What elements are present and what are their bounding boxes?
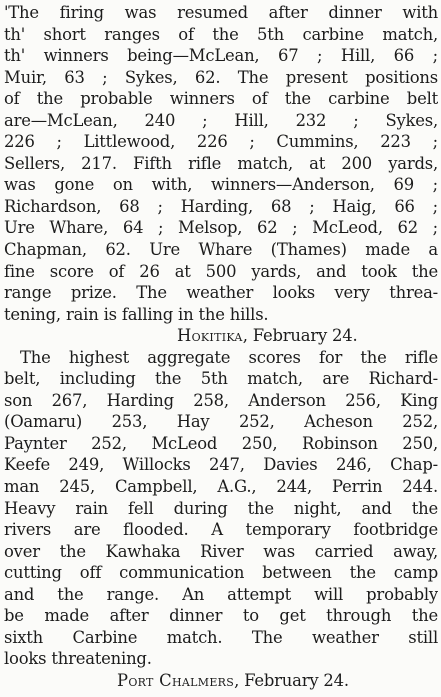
text-line: range prize. The weather looks very threa-	[4, 283, 438, 303]
text-line: Chapman, 62. Ure Whare (Thames) made a	[4, 240, 438, 260]
text-line: sixth Carbine match. The weather still	[4, 627, 438, 647]
text-line: son 267, Harding 258, Anderson 256, King	[4, 390, 438, 410]
paragraph-rifle-belt	[4, 347, 438, 670]
text-line: Keefe 249, Willocks 247, Davies 246, Chap-	[4, 455, 438, 475]
text-line: and the range. An attempt will probably	[4, 584, 438, 604]
text-line: Muir, 63 ; Sykes, 62. The present positions	[4, 67, 438, 87]
text-line: 226 ; Littlewood, 226 ; Cummins, 223 ;	[4, 132, 438, 152]
dateline-place: Port Chalmers	[117, 670, 235, 690]
text-line: man 245, Campbell, A.G., 244, Perrin 244.	[4, 477, 438, 497]
text-line: Ure Whare, 64 ; Melsop, 62 ; McLeod, 62 ;	[4, 218, 438, 238]
text-line: Heavy rain fell during the night, and the	[4, 498, 438, 518]
text-line: was gone on with, winners—Anderson, 69 ;	[4, 175, 438, 195]
dateline-port-chalmers	[4, 670, 438, 692]
text-line: th' winners being—McLean, 67 ; Hill, 66 ;	[4, 46, 438, 66]
text-line: The highest aggregate scores for the rifle	[20, 347, 438, 367]
text-line: (Oamaru) 253, Hay 252, Acheson 252,	[4, 412, 438, 432]
text-line: are—McLean, 240 ; Hill, 232 ; Sykes,	[4, 110, 438, 130]
dateline-hokitika	[4, 325, 438, 347]
text-line: Paynter 252, McLeod 250, Robinson 250,	[4, 433, 438, 453]
newspaper-column	[4, 2, 438, 692]
dateline-place: Hokitika	[177, 326, 243, 346]
text-line: Richardson, 68 ; Harding, 68 ; Haig, 66 ;	[4, 196, 438, 216]
dateline-date: , February 24.	[234, 670, 349, 690]
text-line: 'The firing was resumed after dinner with	[4, 3, 438, 22]
text-line: Sellers, 217. Fifth rifle match, at 200 yards,	[4, 153, 438, 173]
text-line: belt, including the 5th match, are Richard-	[4, 369, 438, 389]
text-line: be made after dinner to get through the	[4, 606, 438, 626]
paragraph-carbine-match	[4, 2, 438, 325]
text-line: th' short ranges of the 5th carbine match,	[4, 24, 438, 44]
text-line: rivers are flooded. A temporary footbridge	[4, 520, 438, 540]
text-line: of the probable winners of the carbine belt	[4, 89, 438, 109]
text-line: looks threatening.	[4, 649, 152, 669]
text-line: cutting off communication between the camp	[4, 563, 438, 583]
text-line: over the Kawhaka River was carried away,	[4, 541, 438, 561]
dateline-date: , February 24.	[242, 326, 358, 346]
text-line: fine score of 26 at 500 yards, and took the	[4, 261, 438, 281]
text-line: tening, rain is falling in the hills.	[4, 304, 269, 324]
